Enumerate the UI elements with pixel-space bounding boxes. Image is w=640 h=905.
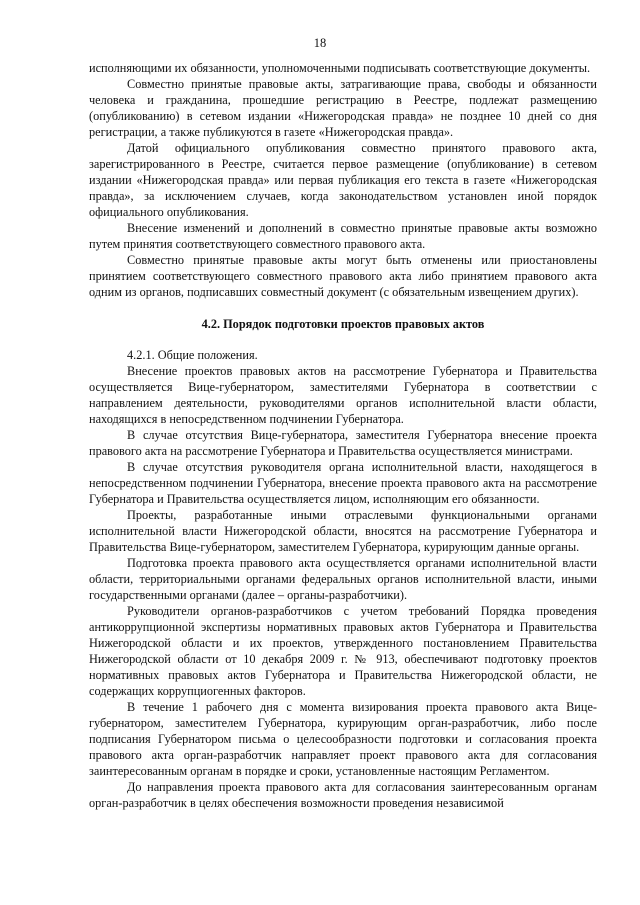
document-body xyxy=(89,60,597,811)
section-heading: 4.2. Порядок подготовки проектов правовых актов xyxy=(201,317,485,331)
paragraph: Внесение проектов правовых актов на рассмотрение Губернатора и Правительства осуществляется Вице-губернатором, заместителями Губернатора в соответствии с направлением деятельности, руководителями органов исполнительной власти области, находящихся в непосредственном подчинении Губернатора. xyxy=(89,364,597,426)
paragraph: Совместно принятые правовые акты могут быть отменены или приостановлены принятием соответствующего совместного правового акта либо принятием правового акта одним из органов, подписавших совместный документ (с обязательным извещением других). xyxy=(89,253,597,299)
paragraph: В случае отсутствия Вице-губернатора, заместителя Губернатора внесение проекта правового акта на рассмотрение Губернатора и Правительства осуществляется министрами. xyxy=(89,428,597,458)
paragraph: Проекты, разработанные иными отраслевыми функциональными органами исполнительной власти Нижегородской области, вносятся на рассмотрение Губернатора и Правительства Вице-губернатором, заместителем Губернатора, курирующим данные органы. xyxy=(89,508,597,554)
subsection-title: 4.2.1. Общие положения. xyxy=(127,348,258,362)
paragraph: Датой официального опубликования совместно принятого правового акта, зарегистрированного в Реестре, считается первое размещение (опубликование) в сетевом издании «Нижегородская правда» или первая публикация его текста в газете «Нижегородская правда», за исключением случаев, когда законодательством установлен иной порядок официального опубликования. xyxy=(89,141,597,219)
paragraph: До направления проекта правового акта для согласования заинтересованным органам орган-разработчик в целях обеспечения возможности проведения независимой xyxy=(89,780,597,810)
paragraph: исполняющими их обязанности, уполномоченными подписывать соответствующие документы. xyxy=(89,61,591,75)
paragraph: В течение 1 рабочего дня с момента визирования проекта правового акта Вице-губернатором, заместителем Губернатора, курирующим орган-разработчик, либо после подписания Губернатором письма о целесообразности подготовки и согласования проекта правового акта орган-разработчик направляет проект правового акта для согласования заинтересованным органам в порядке и сроки, установленные настоящим Регламентом. xyxy=(89,700,597,778)
paragraph: Руководители органов-разработчиков с учетом требований Порядка проведения антикоррупционной экспертизы нормативных правовых актов Губернатора и Правительства Нижегородской области и их проектов, утвержденного постановлением Правительства Нижегородской области от 10 декабря 2009 г. № 913, обеспечивают подготовку проектов нормативных правовых актов Губернатора и Правительства Нижегородской области, не содержащих коррупциогенных факторов. xyxy=(89,604,597,698)
paragraph: Внесение изменений и дополнений в совместно принятые правовые акты возможно путем принятия соответствующего совместного правового акта. xyxy=(89,221,597,251)
page-number: 18 xyxy=(313,36,327,50)
paragraph: В случае отсутствия руководителя органа исполнительной власти, находящегося в непосредственном подчинении Губернатора, внесение проекта правового акта на рассмотрение Губернатора и Правительства осуществляется лицом, исполняющим его обязанности. xyxy=(89,460,597,506)
paragraph: Совместно принятые правовые акты, затрагивающие права, свободы и обязанности человека и гражданина, прошедшие регистрацию в Реестре, подлежат размещению (опубликованию) в сетевом издании «Нижегородская правда» не позднее 10 дней со дня регистрации, а также публикуются в газете «Нижегородская правда». xyxy=(89,77,597,139)
paragraph: Подготовка проекта правового акта осуществляется органами исполнительной власти области, территориальными органами федеральных органов исполнительной власти, иными государственными органами (далее – органы-разработчики). xyxy=(89,556,597,602)
